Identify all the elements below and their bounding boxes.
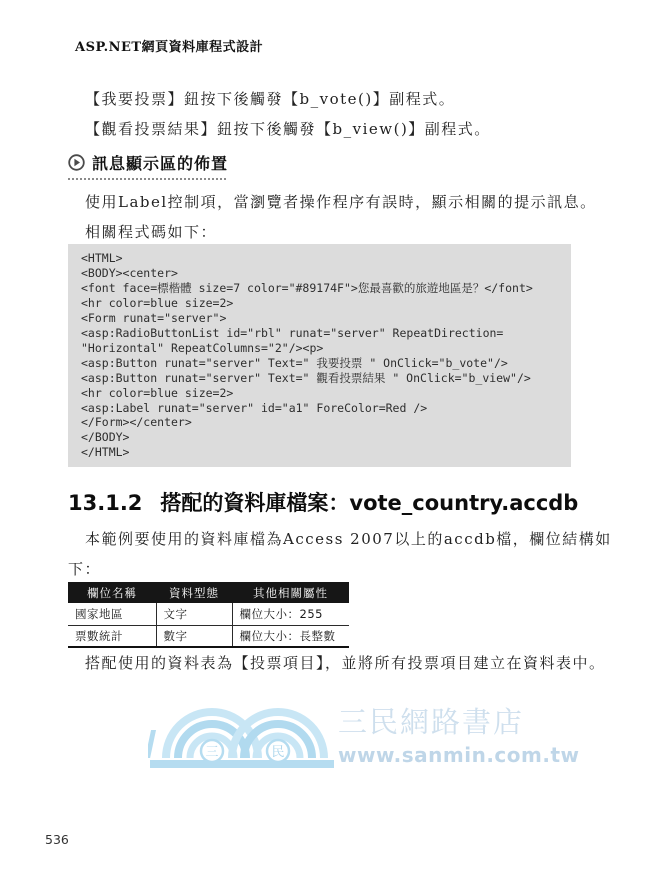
table-row [68,603,349,625]
table-header-row [68,582,349,603]
intro-line-1: 【我要投票】鈕按下後觸發【b_vote()】副程式。 [85,90,456,108]
dotted-underline [68,178,226,180]
running-head: ASP.NET網頁資料庫程式設計 [75,40,264,55]
svg-text:三: 三 [205,745,219,760]
subsection-title: 搭配的資料庫檔案：vote_country.accdb [160,491,579,515]
subsection-para-line-1: 本範例要使用的資料庫檔為Access 2007以上的accdb檔，欄位結構如 [85,530,612,548]
cell-field-name: 票數統計 [68,625,156,647]
subsection-number: 13.1.2 [68,491,143,515]
section-header [68,151,278,180]
section-para-1: 使用Label控制項，當瀏覽者操作程序有誤時，顯示相關的提示訊息。 [85,193,597,211]
closing-paragraph: 搭配使用的資料表為【投票項目】，並將所有投票項目建立在資料表中。 [85,654,606,672]
play-circle-icon [68,154,85,171]
watermark-text [338,700,580,767]
code-line: <BODY><center> [81,265,178,280]
code-line: </Form></center> [81,415,192,430]
subsection-para-line-2: 下： [68,560,102,578]
code-line: <HTML> [81,251,123,265]
publisher-watermark [148,698,580,793]
code-line: </BODY> [81,430,130,445]
code-line: <Form runat="server"> [81,310,227,325]
watermark-store-name: 三民網路書店 [338,705,525,739]
section-para-2: 相關程式碼如下： [85,223,218,241]
page-number: 536 [45,832,69,847]
cell-data-type: 文字 [156,603,232,625]
cell-attributes: 欄位大小：255 [232,603,349,625]
code-line: <font face=標楷體 size=7 color="#89174F">您最喜歡的旅遊地區是？</font> [81,280,533,295]
header-cell-field-name: 欄位名稱 [68,582,156,603]
code-line: <asp:Button runat="server" Text=" 觀看投票結果 " OnClick="b_view"/> [81,370,531,385]
code-line: <asp:RadioButtonList id="rbl" runat="server" RepeatDirection= [81,325,504,340]
table-row [68,625,349,647]
code-line: "Horizontal" RepeatColumns="2"/><p> [81,340,324,355]
code-line: <asp:Button runat="server" Text=" 我要投票 " OnClick="b_vote"/> [81,355,508,370]
cell-data-type: 數字 [156,625,232,647]
code-line: <asp:Label runat="server" id="a1" ForeColor=Red /> [81,400,428,415]
code-line: </HTML> [81,445,130,460]
header-cell-attributes: 其他相關屬性 [232,582,349,603]
code-line: <hr color=blue size=2> [81,385,234,400]
cell-field-name: 國家地區 [68,603,156,625]
subsection-heading [68,487,578,517]
section-title: 訊息顯示區的佈置 [92,154,229,173]
field-structure-table [68,582,349,648]
header-cell-data-type: 資料型態 [156,582,232,603]
code-line: <hr color=blue size=2> [81,295,234,310]
intro-line-2: 【觀看投票結果】鈕按下後觸發【b_view()】副程式。 [85,120,491,138]
svg-text:民: 民 [271,745,285,760]
watermark-url: www.sanmin.com.tw [338,743,580,767]
code-listing [68,244,571,467]
sanmin-logo-icon [148,702,334,778]
cell-attributes: 欄位大小：長整數 [232,625,349,647]
